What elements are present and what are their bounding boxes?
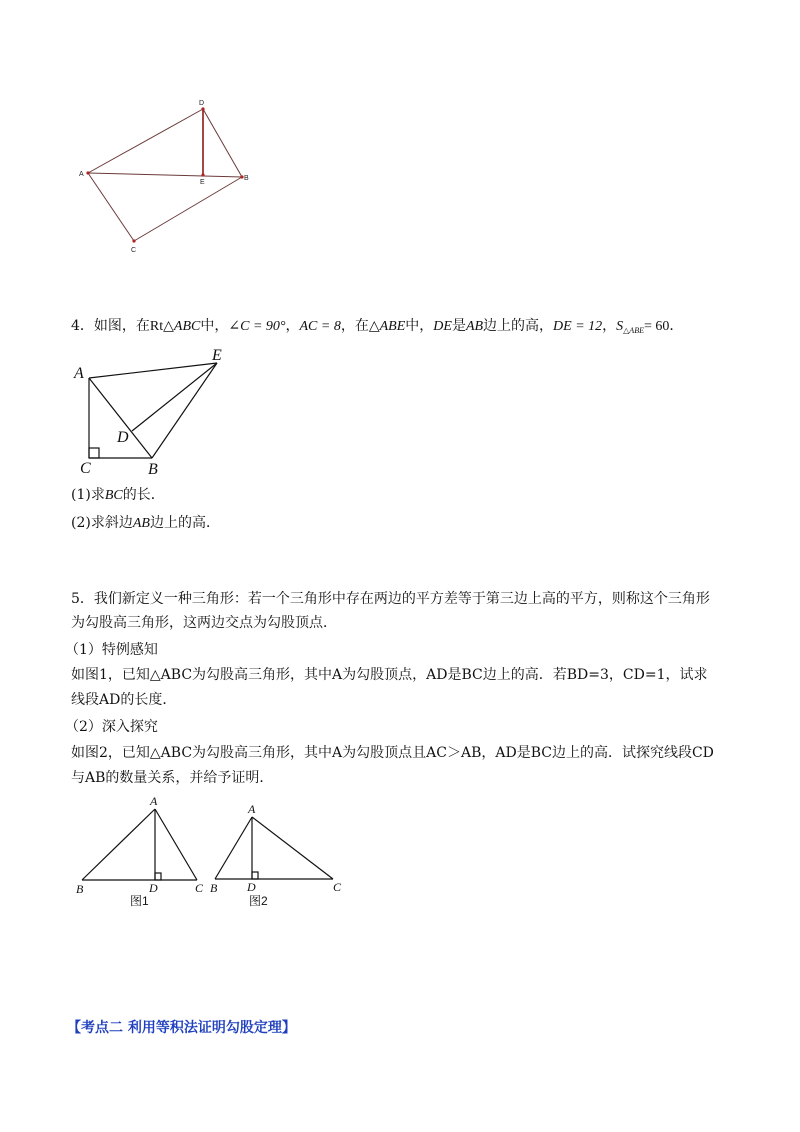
problem5-sub2-title: （2）深入探究: [65, 719, 158, 735]
problem5-sub1-line1: 如图1，已知△ABC为勾股高三角形，其中A为勾股顶点，AD是BC边上的高．若BD=3，CD=1，试求: [71, 667, 708, 683]
figure-problem4: [72, 343, 242, 478]
fig1-right-angle-mark: [155, 873, 161, 880]
problem5-sub2-line2: 与AB的数量关系，并给予证明．: [71, 770, 274, 786]
problem4-number: 4．: [71, 318, 94, 334]
figure-2: [210, 802, 342, 908]
fig1-segment-ab: [82, 809, 155, 880]
segment-db: [203, 109, 242, 177]
fig1-label-d: D: [149, 881, 158, 895]
fig2-label-a: A: [248, 802, 256, 816]
point-a: [86, 171, 89, 174]
fig1-label-a: A: [150, 794, 158, 808]
fig2-segment-ab: [215, 817, 252, 879]
fig1-label-c: C: [195, 881, 204, 895]
point-c: [132, 239, 135, 242]
right-angle-mark: [89, 448, 99, 458]
label-d: D: [199, 100, 205, 107]
problem4-question-2: (2)求斜边AB边上的高．: [71, 515, 220, 531]
problem5-sub1-title: （1）特例感知: [65, 642, 158, 658]
fig2-caption: 图2: [249, 894, 268, 908]
section-heading: 【考点二 利用等积法证明勾股定理】: [67, 1020, 296, 1036]
label-a: A: [79, 171, 84, 178]
fig2-label-c: C: [333, 880, 342, 894]
segment-ab: [89, 378, 152, 458]
segment-cb: [134, 177, 242, 241]
point-d: [201, 107, 204, 110]
figure-quadrilateral-adbc: [70, 95, 270, 260]
label-e: E: [200, 179, 205, 186]
fig2-right-angle-mark: [252, 872, 258, 879]
point-e: [201, 173, 204, 176]
fig2-label-d: D: [247, 880, 256, 894]
problem5-line2: 为勾股高三角形，这两边交点为勾股顶点．: [71, 615, 337, 631]
label-d: D: [117, 429, 129, 446]
label-c: C: [80, 460, 91, 477]
figure-problem5: [72, 793, 362, 918]
problem4-stem: 4．如图，在Rt△ABC中，∠C = 90°，AC = 8，在△ABE中，DE是AB边上的高，DE = 12，$S_{\triangle ABE}= 60$．: [71, 318, 684, 335]
segment-ab: [88, 173, 242, 177]
label-b: B: [244, 175, 249, 182]
figure-1: [76, 794, 204, 908]
problem5-sub1-line2: 线段AD的长度．: [71, 692, 177, 708]
segment-ae: [89, 363, 217, 378]
segment-eb: [152, 363, 217, 458]
fig1-caption: 图1: [130, 894, 149, 908]
label-e: E: [212, 347, 222, 364]
label-b: B: [148, 461, 158, 478]
segment-de: [132, 363, 217, 431]
problem4-question-1: (1)求BC的长．: [71, 487, 165, 503]
fig2-label-b: B: [210, 881, 218, 895]
segment-ac: [88, 173, 134, 241]
problem5-line1: 5．我们新定义一种三角形：若一个三角形中存在两边的平方差等于第三边上高的平方，则称这个三角形: [71, 591, 710, 607]
fig1-segment-ac: [155, 809, 197, 880]
segment-ad: [88, 109, 203, 173]
fig2-segment-ac: [252, 817, 333, 879]
fig1-label-b: B: [76, 882, 84, 896]
label-a: A: [74, 365, 84, 382]
problem5-sub2-line1: 如图2，已知△ABC为勾股高三角形，其中A为勾股顶点且AC＞AB，AD是BC边上的高．试探究线段CD: [71, 745, 714, 761]
area-symbol: $S_{\triangle ABE}$: [616, 319, 644, 335]
label-c: C: [131, 247, 137, 254]
